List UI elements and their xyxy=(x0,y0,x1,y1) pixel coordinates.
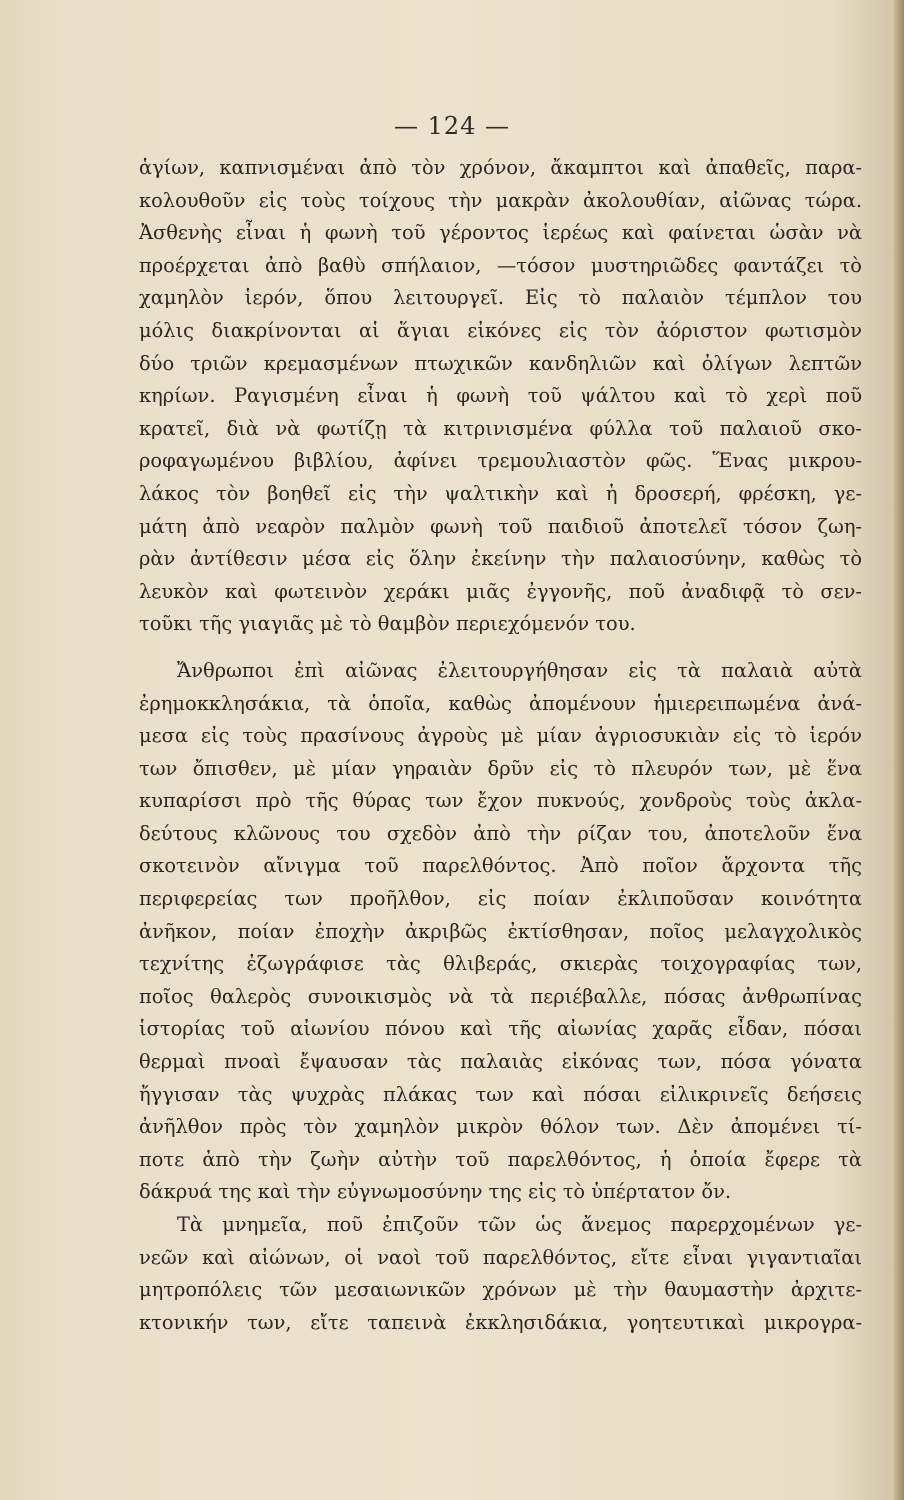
text-line: ἤγγισαν τὰς ψυχρὰς πλάκας των καὶ πόσαι εἰλικρινεῖς δεήσεις xyxy=(139,1082,862,1106)
text-line: Ἀσθενὴς εἶναι ἡ φωνὴ τοῦ γέροντος ἱερέως καὶ φαίνεται ὡσὰν νὰ xyxy=(139,221,862,245)
text-line: μάτη ἀπὸ νεαρὸν παλμὸν φωνὴ τοῦ παιδιοῦ ἀποτελεῖ τόσον ζωη- xyxy=(139,514,862,538)
text-line: χαμηλὸν ἱερόν, ὅπου λειτουργεῖ. Εἰς τὸ παλαιὸν τέμπλον του xyxy=(139,286,862,310)
text-line: των ὄπισθεν, μὲ μίαν γηραιὰν δρῦν εἰς τὸ πλευρόν των, μὲ ἕνα xyxy=(139,756,862,780)
text-line: Ἄνθρωποι ἐπὶ αἰῶνας ἐλειτουργήθησαν εἰς τὰ παλαιὰ αὐτὰ xyxy=(177,658,862,682)
body-text xyxy=(139,152,862,1339)
text-line: ποῖος θαλερὸς συνοικισμὸς νὰ τὰ περιέβαλλε, πόσας ἀνθρωπίνας xyxy=(139,984,862,1008)
text-line: κρατεῖ, διὰ νὰ φωτίζῃ τὰ κιτρινισμένα φύλλα τοῦ παλαιοῦ σκο- xyxy=(139,416,862,440)
text-line: τεχνίτης ἐζωγράφισε τὰς θλιβεράς, σκιερὰς τοιχογραφίας των, xyxy=(139,952,862,976)
text-line: περιφερείας των προῆλθον, εἰς ποίαν ἐκλιποῦσαν κοινότητα xyxy=(139,887,862,911)
text-line: λευκὸν καὶ φωτεινὸν χεράκι μιᾶς ἐγγονῆς, ποῦ ἀναδιφᾷ τὸ σεν- xyxy=(139,579,862,603)
paragraph-2 xyxy=(139,655,862,1209)
text-line: ποτε ἀπὸ τὴν ζωὴν αὐτὴν τοῦ παρελθόντος, ἡ ὁποία ἔφερε τὰ xyxy=(139,1147,862,1171)
text-line: ἁγίων, καπνισμέναι ἀπὸ τὸν χρόνον, ἄκαμπτοι καὶ ἀπαθεῖς, παρα- xyxy=(139,156,862,179)
text-line: δεύτους κλῶνους του σχεδὸν ἀπὸ τὴν ρίζαν του, ἀποτελοῦν ἕνα xyxy=(139,821,862,845)
text-line: ἐρημοκκλησάκια, τὰ ὁποῖα, καθὼς ἀπομένουν ἡμιερειπωμένα ἀνά- xyxy=(139,691,862,715)
text-line: θερμαὶ πνοαὶ ἔψαυσαν τὰς παλαιὰς εἰκόνας των, πόσα γόνατα xyxy=(139,1050,862,1074)
page-edge xyxy=(894,0,904,1500)
text-line: προέρχεται ἀπὸ βαθὺ σπήλαιον, —τόσον μυστηριῶδες φαντάζει τὸ xyxy=(139,253,862,277)
text-line: ἀνῆκον, ποίαν ἐποχὴν ἀκριβῶς ἐκτίσθησαν, ποῖος μελαγχολικὸς xyxy=(139,919,862,943)
paragraph-3 xyxy=(139,1209,862,1339)
text-line: ἀνῆλθον πρὸς τὸν χαμηλὸν μικρὸν θόλον των. Δὲν ἀπομένει τί- xyxy=(139,1115,862,1139)
text-line: δύο τριῶν κρεμασμένων πτωχικῶν κανδηλιῶν καὶ ὀλίγων λεπτῶν xyxy=(139,351,862,375)
text-line: κυπαρίσσι πρὸ τῆς θύρας των ἔχον πυκνούς, χονδροὺς τοὺς ἀκλα- xyxy=(139,789,862,813)
text-line: κολουθοῦν εἰς τοὺς τοίχους τὴν μακρὰν ἀκολουθίαν, αἰῶνας τώρα. xyxy=(139,188,862,212)
text-line: λάκος τὸν βοηθεῖ εἰς τὴν ψαλτικὴν καὶ ἡ δροσερή, φρέσκη, γε- xyxy=(139,481,862,505)
text-line: δάκρυά της καὶ τὴν εὐγνωμοσύνην της εἰς τὸ ὑπέρτατον ὄν. xyxy=(139,1180,732,1204)
text-line: μητροπόλεις τῶν μεσαιωνικῶν χρόνων μὲ τὴν θαυμαστὴν ἀρχιτε- xyxy=(139,1278,862,1302)
text-line: μόλις διακρίνονται αἱ ἅγιαι εἰκόνες εἰς τὸν ἀόριστον φωτισμὸν xyxy=(139,318,862,342)
text-line: τοῦκι τῆς γιαγιᾶς μὲ τὸ θαμβὸν περιεχόμενόν του. xyxy=(139,612,636,636)
text-line: κηρίων. Ραγισμένη εἶναι ἡ φωνὴ τοῦ ψάλτου καὶ τὸ χερὶ ποῦ xyxy=(139,384,862,408)
text-line: κτονικήν των, εἴτε ταπεινὰ ἐκκλησιδάκια, γοητευτικαὶ μικρογρα- xyxy=(139,1310,862,1334)
text-line: ροφαγωμένου βιβλίου, ἀφίνει τρεμουλιαστὸν φῶς. Ἕνας μικρου- xyxy=(139,449,862,473)
text-line: Τὰ μνημεῖα, ποῦ ἐπιζοῦν τῶν ὡς ἄνεμος παρερχομένων γε- xyxy=(177,1213,862,1236)
text-line: ρὰν ἀντίθεσιν μέσα εἰς ὅλην ἐκείνην τὴν παλαιοσύνην, καθὼς τὸ xyxy=(139,547,862,571)
paragraph-1 xyxy=(139,152,862,641)
text-line: μεσα εἰς τοὺς πρασίνους ἀγροὺς μὲ μίαν ἀγριοσυκιὰν εἰς τὸ ἱερόν xyxy=(139,724,862,748)
text-line: σκοτεινὸν αἴνιγμα τοῦ παρελθόντος. Ἀπὸ ποῖον ἄρχοντα τῆς xyxy=(139,854,862,878)
text-line: νεῶν καὶ αἰώνων, οἱ ναοὶ τοῦ παρελθόντος, εἴτε εἶναι γιγαντιαῖαι xyxy=(139,1245,862,1269)
text-line: ἱστορίας τοῦ αἰωνίου πόνου καὶ τῆς αἰωνίας χαρᾶς εἶδαν, πόσαι xyxy=(139,1017,862,1041)
page-number: — 124 — xyxy=(393,112,511,140)
